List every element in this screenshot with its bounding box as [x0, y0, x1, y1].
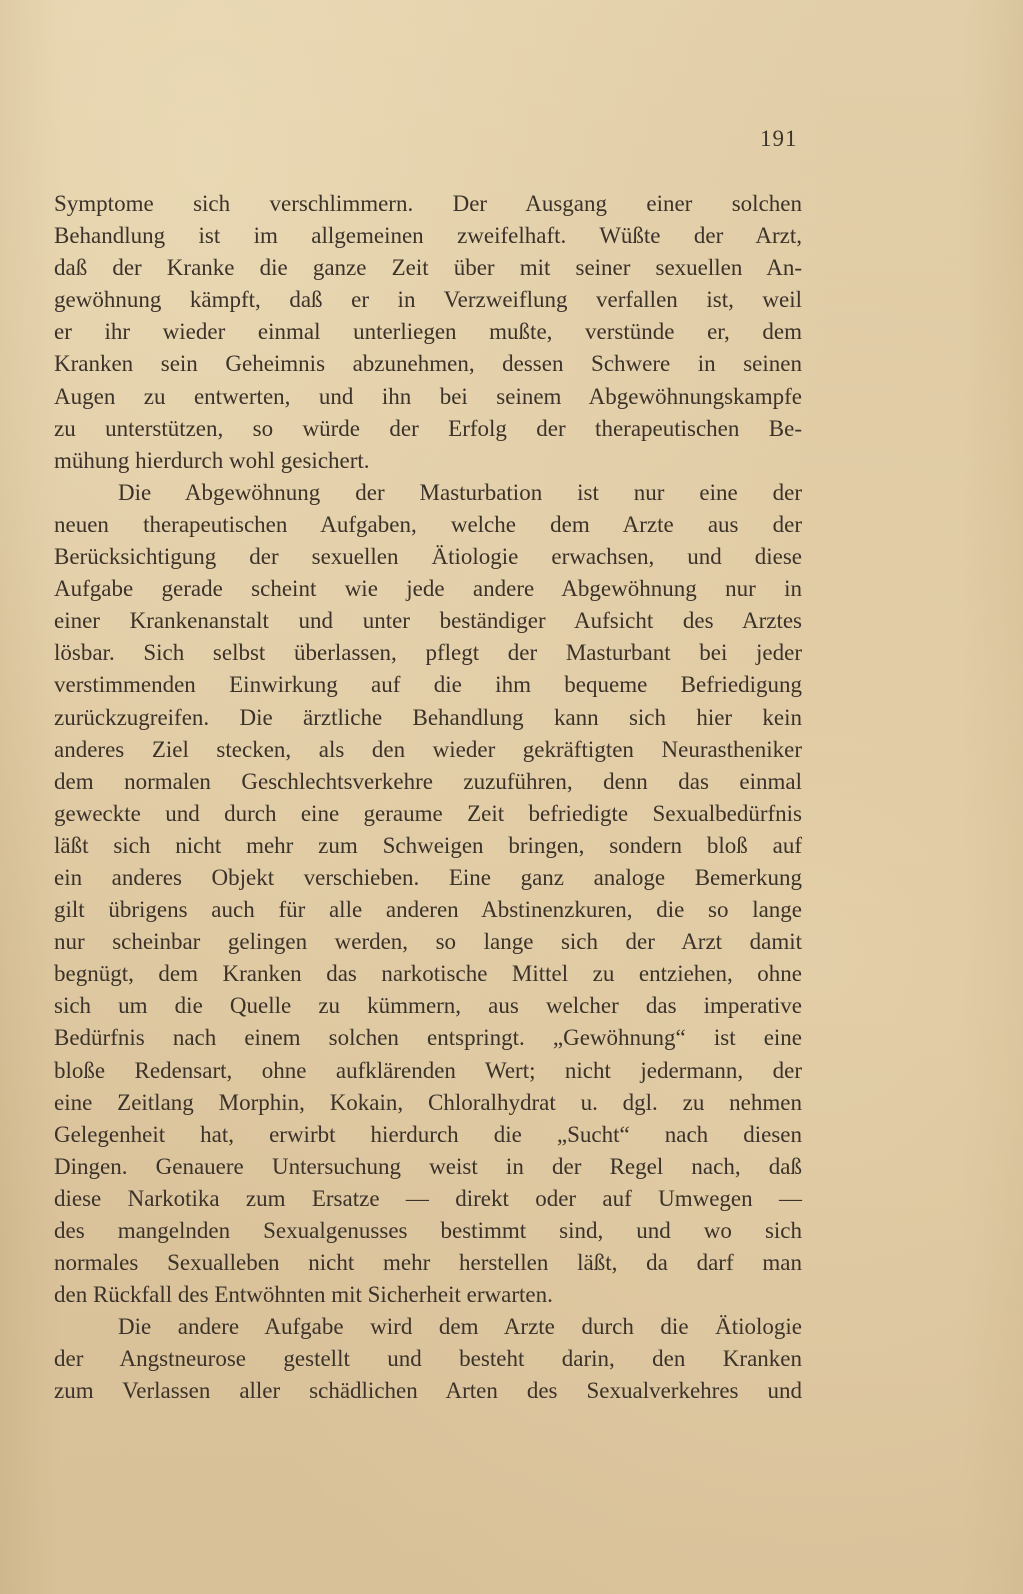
text-line: Bedürfnis nach einem solchen entspringt. „Gewöhnung“ ist eine [54, 1025, 802, 1051]
body-text [54, 188, 802, 1408]
text-line: diese Narkotika zum Ersatze — direkt oder auf Umwegen — [54, 1185, 802, 1211]
text-line: verstimmenden Einwirkung auf die ihm bequeme Befriedigung [54, 672, 802, 698]
text-line: lösbar. Sich selbst überlassen, pflegt der Masturbant bei jeder [54, 640, 802, 666]
text-line: sich um die Quelle zu kümmern, aus welcher das imperative [54, 993, 802, 1019]
text-line: normales Sexualleben nicht mehr herstellen läßt, da darf man [54, 1250, 802, 1276]
text-line: begnügt, dem Kranken das narkotische Mittel zu entziehen, ohne [54, 961, 802, 987]
text-line: Aufgabe gerade scheint wie jede andere Abgewöhnung nur in [54, 576, 802, 602]
text-line: der Angstneurose gestellt und besteht darin, den Kranken [54, 1346, 802, 1372]
text-line: Augen zu entwerten, und ihn bei seinem Abgewöhnungskampfe [54, 383, 802, 409]
text-line: Die Abgewöhnung der Masturbation ist nur eine der [118, 479, 802, 505]
text-line: zu unterstützen, so würde der Erfolg der therapeutischen Be- [54, 415, 802, 441]
text-line: Symptome sich verschlimmern. Der Ausgang einer solchen [54, 191, 802, 216]
page-number: 191 [760, 126, 798, 151]
text-line: Gelegenheit hat, erwirbt hierdurch die „Sucht“ nach diesen [54, 1121, 802, 1147]
text-line: eine Zeitlang Morphin, Kokain, Chloralhydrat u. dgl. zu nehmen [54, 1089, 802, 1115]
text-line: dem normalen Geschlechtsverkehre zuzuführen, denn das einmal [54, 768, 802, 794]
text-line: daß der Kranke die ganze Zeit über mit seiner sexuellen An- [54, 255, 802, 281]
text-line: Dingen. Genauere Untersuchung weist in der Regel nach, daß [54, 1153, 802, 1179]
text-line: einer Krankenanstalt und unter beständiger Aufsicht des Arztes [54, 608, 802, 634]
text-line: neuen therapeutischen Aufgaben, welche dem Arzte aus der [54, 511, 802, 537]
text-line: bloße Redensart, ohne aufklärenden Wert; nicht jedermann, der [54, 1057, 802, 1083]
text-line: geweckte und durch eine geraume Zeit befriedigte Sexualbedürfnis [54, 800, 802, 826]
text-line: läßt sich nicht mehr zum Schweigen bringen, sondern bloß auf [54, 832, 802, 858]
text-line: Behandlung ist im allgemeinen zweifelhaft. Wüßte der Arzt, [54, 223, 802, 249]
text-line: Berücksichtigung der sexuellen Ätiologie erwachsen, und diese [54, 544, 802, 570]
text-line: anderes Ziel stecken, als den wieder gekräftigten Neurastheniker [54, 736, 802, 762]
text-line: zum Verlassen aller schädlichen Arten des Sexualverkehres und [54, 1378, 802, 1404]
text-line: er ihr wieder einmal unterliegen mußte, verstünde er, dem [54, 319, 802, 345]
text-line: gewöhnung kämpft, daß er in Verzweiflung verfallen ist, weil [54, 287, 802, 313]
text-line: mühung hierdurch wohl gesichert. [54, 447, 370, 473]
text-line: Kranken sein Geheimnis abzunehmen, dessen Schwere in seinen [54, 351, 802, 377]
text-line: den Rückfall des Entwöhnten mit Sicherheit erwarten. [54, 1282, 553, 1308]
text-line: zurückzugreifen. Die ärztliche Behandlung kann sich hier kein [54, 704, 802, 730]
text-line: gilt übrigens auch für alle anderen Abstinenzkuren, die so lange [54, 897, 802, 923]
text-line: des mangelnden Sexualgenusses bestimmt sind, und wo sich [54, 1218, 802, 1243]
text-line: ein anderes Objekt verschieben. Eine ganz analoge Bemerkung [54, 864, 802, 890]
text-line: nur scheinbar gelingen werden, so lange sich der Arzt damit [54, 929, 802, 955]
text-line: Die andere Aufgabe wird dem Arzte durch die Ätiologie [118, 1314, 802, 1340]
